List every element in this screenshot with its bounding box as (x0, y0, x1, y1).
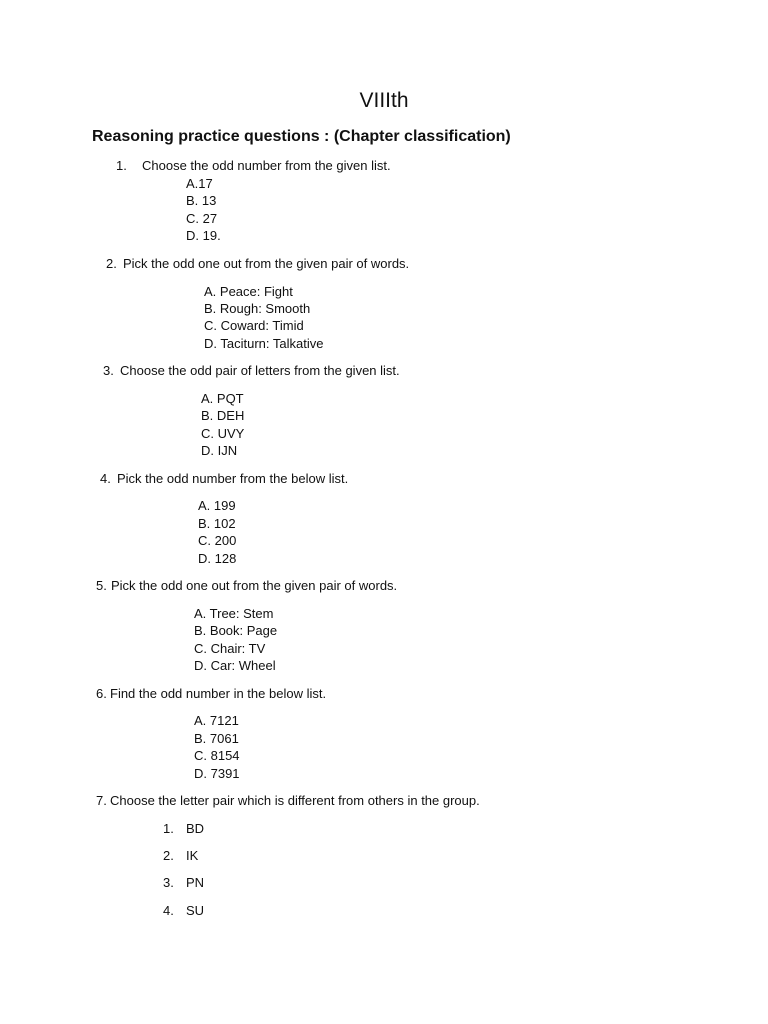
question-3-number: 3. (103, 363, 114, 378)
question-5-option-a: A. Tree: Stem (194, 606, 274, 621)
question-6-option-a: A. 7121 (194, 713, 239, 728)
question-4-number: 4. (100, 471, 111, 486)
question-1-option-a: A.17 (186, 176, 213, 191)
grade-title: VIIIth (359, 89, 409, 112)
question-7-option-2-marker: 2. (163, 848, 174, 863)
question-5-option-c: C. Chair: TV (194, 641, 266, 656)
question-5-option-b: B. Book: Page (194, 623, 278, 638)
question-4-text: Pick the odd number from the below list. (117, 471, 349, 486)
question-7-number: 7. (96, 793, 107, 808)
question-3-option-c: C. UVY (201, 426, 245, 441)
question-2-text: Pick the odd one out from the given pair of words. (123, 256, 410, 271)
question-6-option-d: D. 7391 (194, 766, 240, 781)
question-3-option-a: A. PQT (201, 391, 244, 406)
question-4-option-a: A. 199 (198, 498, 236, 513)
question-2-option-a: A. Peace: Fight (204, 284, 293, 299)
question-3-option-b: B. DEH (201, 408, 245, 423)
question-6-option-c: C. 8154 (194, 748, 240, 763)
question-7-text: Choose the letter pair which is different from others in the group. (110, 793, 480, 808)
question-7-option-3-marker: 3. (163, 875, 174, 890)
question-5-number: 5. (96, 578, 107, 593)
question-2-option-b: B. Rough: Smooth (204, 301, 311, 316)
question-6-option-b: B. 7061 (194, 731, 239, 746)
question-6-text: Find the odd number in the below list. (110, 686, 327, 701)
question-5-option-d: D. Car: Wheel (194, 658, 276, 673)
question-1-option-d: D. 19. (186, 228, 221, 243)
question-1-number: 1. (116, 158, 127, 173)
question-3-option-d: D. IJN (201, 443, 238, 458)
question-1-option-c: C. 27 (186, 211, 218, 226)
question-7-option-2: IK (186, 848, 199, 863)
question-5-text: Pick the odd one out from the given pair of words. (111, 578, 398, 593)
worksheet-heading: Reasoning practice questions : (Chapter classification) (92, 128, 511, 145)
question-1-option-b: B. 13 (186, 193, 217, 208)
question-6-number: 6. (96, 686, 107, 701)
question-4-option-c: C. 200 (198, 533, 237, 548)
question-7-option-3: PN (186, 875, 205, 890)
question-7-option-4: SU (186, 903, 205, 918)
question-1-text: Choose the odd number from the given list. (142, 158, 391, 173)
question-4-option-b: B. 102 (198, 516, 236, 531)
question-3-text: Choose the odd pair of letters from the given list. (120, 363, 400, 378)
question-2-option-c: C. Coward: Timid (204, 318, 304, 333)
question-7-option-4-marker: 4. (163, 903, 174, 918)
question-4-option-d: D. 128 (198, 551, 237, 566)
question-7-option-1-marker: 1. (163, 821, 174, 836)
question-2-option-d: D. Taciturn: Talkative (204, 336, 324, 351)
question-2-number: 2. (106, 256, 117, 271)
question-7-option-1: BD (186, 821, 205, 836)
